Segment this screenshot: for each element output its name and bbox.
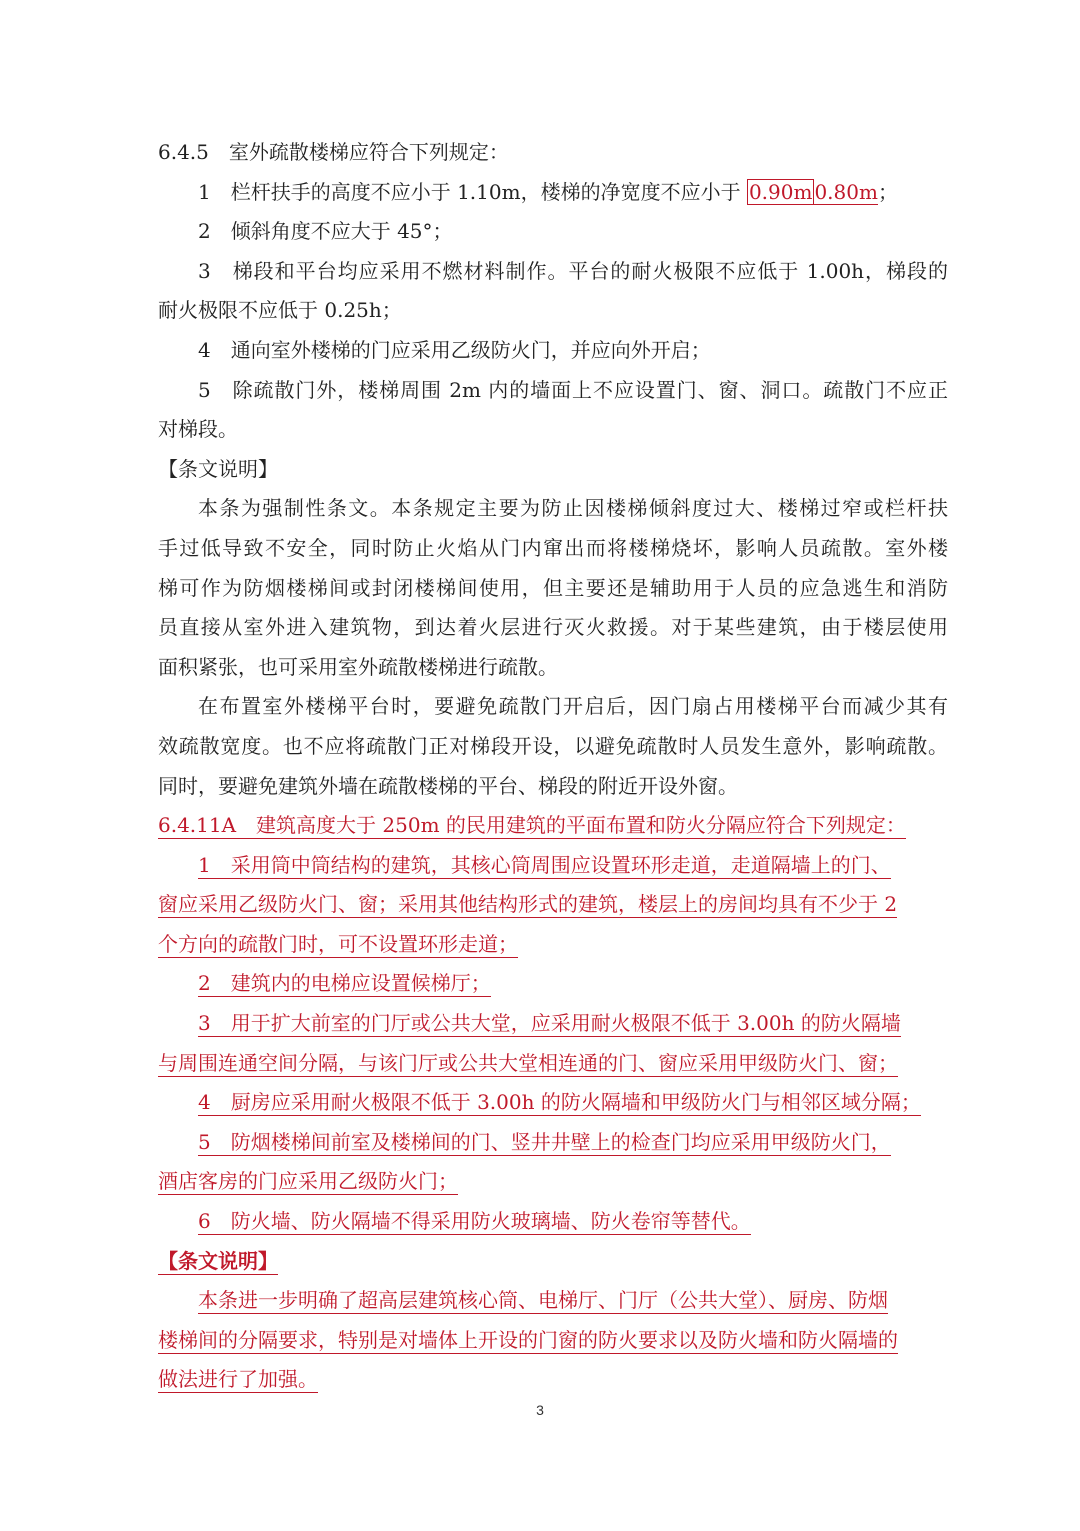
explanation-645-p1-line-1: 本条为强制性条文。本条规定主要为防止因楼梯倾斜度过大、楼梯过窄或栏杆扶 — [198, 496, 948, 521]
explanation-645-p1-line-4: 员直接从室外进入建筑物，到达着火层进行灭火救援。对于某些建筑，由于楼层使用 — [158, 615, 948, 640]
explanation-6411a-p1-line-3 — [158, 1360, 948, 1400]
explanation-645-heading: 【条文说明】 — [158, 456, 278, 481]
explanation-645-p1-line-2: 手过低导致不安全，同时防止火焰从门内窜出而将楼梯烧坏，影响人员疏散。室外楼 — [158, 535, 948, 560]
clause-6411a-item-6 — [158, 1202, 948, 1242]
clause-6411a-item-5-line-1 — [158, 1123, 948, 1163]
clause-6411a-item-4-text: 4 厨房应采用耐火极限不低于 3.00h 的防火隔墙和甲级防火门与相邻区域分隔； — [198, 1090, 921, 1115]
clause-6411a-item-5-line-2 — [158, 1162, 948, 1202]
clause-645-item-5-line-1: 5 除疏散门外，楼梯周围 2m 内的墙面上不应设置门、窗、洞口。疏散门不应正 — [198, 377, 948, 402]
clause-6411a-item-1-line-1-text: 1 采用筒中筒结构的建筑，其核心筒周围应设置环形走道，走道隔墙上的门、 — [198, 852, 891, 877]
explanation-6411a-heading-text: 【条文说明】 — [158, 1248, 278, 1273]
clause-6411a-item-2-text: 2 建筑内的电梯应设置候梯厅； — [198, 971, 491, 996]
explanation-645-p2-line-1: 在布置室外楼梯平台时，要避免疏散门开启后，因门扇占用楼梯平台而减少其有 — [198, 694, 948, 719]
explanation-6411a-heading — [158, 1242, 948, 1282]
clause-6411a-title — [158, 806, 948, 846]
explanation-645-p2-line-3: 同时，要避免建筑外墙在疏散楼梯的平台、梯段的附近开设外窗。 — [158, 773, 738, 798]
explanation-6411a-p1-line-1 — [158, 1281, 948, 1321]
explanation-645-p1-line-3: 梯可作为防烟楼梯间或封闭楼梯间使用，但主要还是辅助用于人员的应急逃生和消防 — [158, 575, 948, 600]
revised-value-box: 0.90m — [748, 179, 813, 204]
clause-6411a-item-1-line-3 — [158, 925, 948, 965]
revised-value-underlined: 0.80m — [814, 179, 878, 204]
clause-6411a-item-3-line-1 — [158, 1004, 948, 1044]
explanation-645-p2-line-2: 效疏散宽度。也不应将疏散门正对梯段开设，以避免疏散时人员发生意外，影响疏散。 — [158, 733, 948, 758]
clause-6411a-item-1-line-3-text: 个方向的疏散门时，可不设置环形走道； — [158, 931, 518, 956]
clause-645-item-3-line-2: 耐火极限不应低于 0.25h； — [158, 298, 402, 323]
clause-6411a-title-text: 6.4.11A 建筑高度大于 250m 的民用建筑的平面布置和防火分隔应符合下列规定： — [158, 813, 906, 838]
clause-6411a-item-6-text: 6 防火墙、防火隔墙不得采用防火玻璃墙、防火卷帘等替代。 — [198, 1209, 751, 1234]
clause-6411a-item-1-line-2 — [158, 885, 948, 925]
clause-6411a-item-1-line-2-text: 窗应采用乙级防火门、窗；采用其他结构形式的建筑，楼层上的房间均具有不少于 2 — [158, 892, 898, 917]
clause-6411a-item-3-line-2-text: 与周围连通空间分隔，与该门厅或公共大堂相连通的门、窗应采用甲级防火门、窗； — [158, 1050, 898, 1075]
clause-6411a-item-3-line-1-text: 3 用于扩大前室的门厅或公共大堂，应采用耐火极限不低于 3.00h 的防火隔墙 — [198, 1011, 901, 1036]
clause-645-item-5-line-2: 对梯段。 — [158, 417, 238, 442]
clause-6411a-item-3-line-2 — [158, 1044, 948, 1084]
clause-645-item-2: 2 倾斜角度不应大于 45°； — [198, 219, 453, 244]
explanation-6411a-p1-line-1-text: 本条进一步明确了超高层建筑核心筒、电梯厅、门厅（公共大堂）、厨房、防烟 — [198, 1288, 888, 1313]
clause-6411a-item-5-line-1-text: 5 防烟楼梯间前室及楼梯间的门、竖井井壁上的检查门均应采用甲级防火门， — [198, 1129, 891, 1154]
explanation-645-p1-line-5: 面积紧张，也可采用室外疏散楼梯进行疏散。 — [158, 654, 558, 679]
clause-645-item-1 — [158, 173, 948, 213]
clause-645-item-1-text: 1 栏杆扶手的高度不应小于 1.10m，楼梯的净宽度不应小于 — [198, 179, 747, 204]
clause-645-title: 6.4.5 室外疏散楼梯应符合下列规定： — [158, 140, 509, 164]
page-number: 3 — [536, 1402, 544, 1418]
clause-6411a-item-1-line-1 — [158, 846, 948, 886]
clause-6411a-item-4 — [158, 1083, 948, 1123]
explanation-6411a-p1-line-3-text: 做法进行了加强。 — [158, 1367, 318, 1392]
clause-645-item-4: 4 通向室外楼梯的门应采用乙级防火门，并应向外开启； — [198, 337, 711, 362]
clause-6411a-item-5-line-2-text: 酒店客房的门应采用乙级防火门； — [158, 1169, 458, 1194]
explanation-6411a-p1-line-2-text: 楼梯间的分隔要求，特别是对墙体上开设的门窗的防火要求以及防火墙和防火隔墙的 — [158, 1327, 898, 1352]
clause-645-item-3-line-1: 3 梯段和平台均应采用不燃材料制作。平台的耐火极限不应低于 1.00h，梯段的 — [198, 258, 948, 283]
explanation-6411a-p1-line-2 — [158, 1321, 948, 1361]
clause-6411a-item-2 — [158, 964, 948, 1004]
page-content — [158, 133, 948, 1400]
clause-645-item-1-suffix: ； — [877, 179, 898, 204]
